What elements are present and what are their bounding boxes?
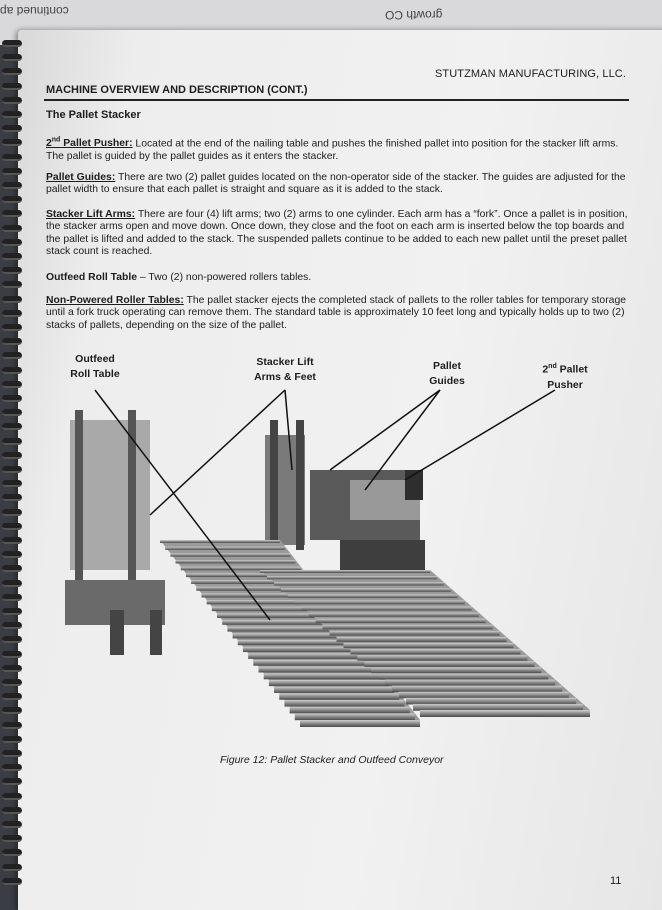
binding-coil [2, 125, 22, 132]
roller [281, 588, 451, 592]
arrow-stacker-lift [150, 390, 285, 515]
binding-coil [2, 210, 22, 217]
roller [350, 649, 520, 654]
binding-coil [2, 367, 22, 374]
binding-coil [2, 310, 22, 317]
term: Stacker Lift Arms: [46, 209, 136, 220]
roller [302, 607, 472, 611]
roller [392, 686, 562, 692]
arrow-guides [330, 390, 440, 470]
underlying-page-text: growth CO [385, 8, 443, 22]
roller [288, 594, 458, 598]
roller [300, 720, 420, 727]
binding-coil [2, 296, 22, 303]
roller [274, 582, 444, 585]
header-rule [44, 99, 629, 101]
roller [253, 660, 373, 666]
roller [295, 600, 465, 604]
binding-coil [2, 338, 22, 345]
roller [160, 540, 280, 543]
binding-coil [2, 40, 22, 47]
binding-coil [2, 154, 22, 161]
company-name: STUTZMAN MANUFACTURING, LLC. [434, 68, 626, 80]
binding-coil [2, 168, 22, 175]
roller [309, 613, 479, 617]
binding-coil [2, 849, 22, 856]
term: Non-Powered Roller Tables: [46, 295, 184, 306]
roller [176, 560, 296, 563]
binding-coil [2, 878, 22, 885]
binding-coil [2, 835, 22, 842]
roller [378, 673, 548, 679]
binding-coil [2, 239, 22, 246]
term: Outfeed Roll Table [46, 272, 138, 283]
roller [330, 631, 500, 636]
paragraph-outfeed-roll-table: Outfeed Roll Table – Two (2) non-powered rollers tables. [46, 272, 312, 283]
roller [284, 700, 404, 707]
roller [420, 710, 590, 717]
subsection-title: The Pallet Stacker [46, 109, 141, 121]
binding-coil [2, 83, 22, 90]
roller [406, 698, 576, 705]
term: 2nd Pallet Pusher: [46, 137, 133, 150]
underlying-page-text: continued ap [0, 4, 69, 18]
roller [399, 692, 569, 698]
roller [357, 655, 527, 660]
paragraph-pallet-pusher: 2nd Pallet Pusher: Located at the end of the nailing table and pushes the finished pallet into position for the stacker lift arms. The pallet is guided by the pallet guides as it enters the stacker. [46, 137, 619, 162]
binding-coil [2, 821, 22, 828]
roller [295, 713, 415, 720]
binding-coil [2, 281, 22, 288]
binding-coil [2, 807, 22, 814]
roller [337, 637, 507, 642]
roller [181, 567, 301, 571]
roller [267, 576, 437, 579]
label-pallet-guides: Pallet Guides [429, 360, 465, 387]
binding-coil [2, 97, 22, 104]
roller [274, 687, 394, 693]
binding-coil [2, 225, 22, 232]
section-title: MACHINE OVERVIEW AND DESCRIPTION (CONT.) [46, 84, 308, 96]
binding-coil [2, 793, 22, 800]
roller [364, 661, 534, 667]
figure-caption: Figure 12: Pallet Stacker and Outfeed Conveyor [220, 754, 444, 766]
page-number: 11 [610, 875, 622, 887]
roller [371, 667, 541, 673]
roller [269, 680, 389, 686]
binding-coil [2, 267, 22, 274]
roller [259, 667, 379, 673]
binding-coil [2, 352, 22, 359]
stacker-frame-left [65, 410, 165, 655]
label-outfeed-roll-table: Outfeed Roll Table [70, 353, 120, 380]
roller [290, 707, 410, 714]
binding-coil [2, 324, 22, 331]
label-pallet-pusher: 2nd Pallet Pusher [542, 363, 588, 391]
binding-coil [2, 182, 22, 189]
roller [413, 704, 583, 711]
roller [343, 643, 513, 648]
roller [170, 553, 290, 556]
binding-coil [2, 54, 22, 61]
roller [279, 693, 399, 699]
binding-coil [2, 253, 22, 260]
binding-coil [2, 750, 22, 757]
binding-coil [2, 778, 22, 785]
paragraph-stacker-lift-arms: Stacker Lift Arms: There are four (4) lift arms; two (2) arms to one cylinder. Each arm has a “fork”. Once a pallet is in position, the stacker arms open and move down. Once down, they close and the foot on each arm is inserted below the top boards and the pallet is lifted and added to the stack. The suspended pallets continue to be added to each new pallet until the preset pallet stack count is reached. [46, 209, 628, 258]
roller [323, 625, 493, 630]
binding-coil [2, 196, 22, 203]
roller [260, 570, 430, 573]
roller [264, 673, 384, 679]
paragraph-pallet-guides: Pallet Guides: There are two (2) pallet guides located on the non-operator side of the stacker. The guides are adjusted for the pallet width to ensure that each pallet is straight and square as it is added to the stack. [46, 172, 626, 196]
term: Pallet Guides: [46, 172, 116, 183]
roller [248, 653, 368, 659]
paragraph-roller-tables: Non-Powered Roller Tables: The pallet stacker ejects the completed stack of pallets to the roller tables for temporary storage until a fork truck operating can remove them. The standard table is approximately 10 feet long and typically holds up to two (2) stacks of pallets, depending on the size of the pallet. [46, 295, 627, 331]
label-stacker-lift-arms: Stacker Lift Arms & Feet [254, 356, 316, 383]
roller [165, 547, 285, 550]
binding-coil [2, 864, 22, 871]
binding-coil [2, 68, 22, 75]
binding-coil [2, 111, 22, 118]
machine-photo [0, 380, 662, 750]
arrow-pusher [405, 390, 555, 480]
binding-coil [2, 764, 22, 771]
roller [316, 619, 486, 623]
binding-coil [2, 139, 22, 146]
roller [385, 680, 555, 686]
